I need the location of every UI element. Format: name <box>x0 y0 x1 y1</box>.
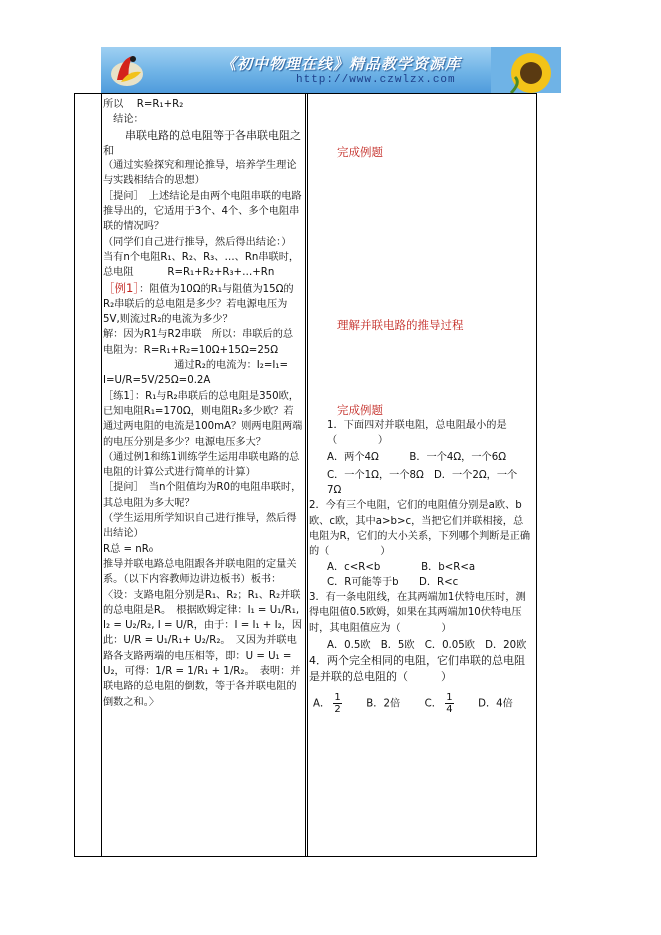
formula-line: R总 = nR₀ <box>103 543 153 555</box>
text-line: （通过实验探究和理论推导，培养学生理论与实践相结合的思想） <box>103 160 297 187</box>
question-1: 1．下面四对并联电阻，总电阻最小的是（ ） <box>327 419 507 447</box>
example-1-text: ：阻值为10Ω的R₁与阻值为15Ω的R₂串联后的总电阻是多少？若电源电压为5V,则流过R₂的电流为多少？ <box>103 283 294 326</box>
question-1-options: A．两个4Ω B．一个4Ω，一个6Ω <box>327 452 507 464</box>
question-4: 4．两个完全相同的电阻，它们串联的总电阻是并联的总电阻的（ ） <box>309 654 525 683</box>
question-2-options: A．c<R<b B．b<R<a <box>327 561 476 573</box>
example-1 <box>103 281 303 328</box>
option-d: D．4倍 <box>478 698 513 710</box>
question-1-options: C．一个1Ω，一个8Ω D．一个2Ω，一个7Ω <box>327 469 518 497</box>
heading-complete-example: 完成例题 <box>337 402 383 417</box>
banner-url[interactable]: http://www.czwlzx.com <box>296 74 456 86</box>
table-divider-3 <box>307 93 308 857</box>
table-left-border <box>74 93 75 857</box>
option-c-label: C． <box>424 698 442 710</box>
table-divider-2 <box>305 93 306 857</box>
fraction-denominator: 4 <box>446 703 453 715</box>
option-a-label: A． <box>313 698 331 710</box>
question-text: ［提问］ 当n个阻值均为R0的电阻串联时，其总电阻为多大呢？ <box>103 482 302 509</box>
question-text: ［提问］ 上述结论是由两个电阻串联的电路推导出的，它适用于3个、4个、多个电阻串联的情况吗？ <box>103 190 302 233</box>
derivation-text: 推导并联电路总电阻跟各并联电阻的定量关系。（以下内容教师边讲边板书）板书：〈设：支路电阻分别是R₁、R₂；R₁、R₂并联的总电阻是R。 根据欧姆定律：I₁ = U₁/R₁, I₂ = U₂/R₂, I = U/R，由于：I = I₁ + I₂，因此：U/R = U₁/R₁+ U₂/R₂。 又因为并联电路各支路两端的电压相等，即：U = U₁ = U₂，可得：1/R = 1/R₁ + 1/R₂。 表明：并联电路的总电阻的倒数，等于各并联电阻的倒数之和。〉 <box>103 558 303 708</box>
question-3-options: A．0.5欧 B．5欧 C．0.05欧 D．20欧 <box>327 640 527 652</box>
banner-title: 《初中物理在线》精品教学资源库 <box>221 55 462 73</box>
heading-complete-example: 完成例题 <box>337 145 383 159</box>
exercise-1: ［练1］：R₁与R₂串联后的总电阻是350欧，已知电阻R₁=170Ω，则电阻R₂多少欧？若通过两电阻的电流是100mA？则两电阻两端的电压分别是多少？电源电压多大？ <box>103 390 303 448</box>
table-bottom-border <box>74 856 537 857</box>
fraction-one-quarter <box>445 692 453 715</box>
text-line: （通过例1和练1训练学生运用串联电路的总电阻的计算公式进行简单的计算） <box>103 451 300 479</box>
heading-parallel-derivation: 理解并联电路的推导过程 <box>337 318 464 333</box>
table-top-border <box>74 93 537 94</box>
header-banner <box>101 47 561 93</box>
site-logo-icon <box>107 50 147 90</box>
fraction-numerator: 1 <box>334 691 341 703</box>
option-b: B．2倍 <box>366 698 401 710</box>
fraction-one-half <box>333 692 341 715</box>
table-right-border <box>536 93 537 857</box>
question-4-options <box>309 692 531 715</box>
text-line: 所以 R=R₁+R₂ <box>103 99 184 110</box>
question-2-options: C．R可能等于b D．R<c <box>327 576 459 588</box>
table-divider-1 <box>101 93 102 857</box>
lecture-content-column <box>103 97 303 710</box>
question-2: 2．今有三个电阻，它们的电阻值分别是a欧、b欧、c欧，其中a>b>c，当把它们并联相接，总电阻为R，它们的大小关系，下列哪个判断是正确的（ ） <box>309 500 531 558</box>
text-line: 当有n个电阻R₁、R₂、R₃、…、Rn串联时，总电阻 R=R₁+R₂+R₃+…+Rn <box>103 251 300 279</box>
fraction-denominator: 2 <box>334 703 341 715</box>
solution-line: 解：因为R1与R2串联 所以：串联后的总电阻为：R=R₁+R₂=10Ω+15Ω=25Ω <box>103 329 294 356</box>
text-line: （同学们自己进行推导，然后得出结论：） <box>103 236 292 248</box>
conclusion-text: 串联电路的总电阻等于各串联电阻之和 <box>103 128 301 157</box>
fraction-numerator: 1 <box>446 691 453 703</box>
activity-column <box>309 97 531 715</box>
sunflower-icon <box>491 47 561 93</box>
question-3: 3．有一条电阻线，在其两端加1伏特电压时，测得电阻值0.5欧姆，如果在其两端加10伏特电压时，其电阻值应为（ ） <box>309 592 526 634</box>
text-line: 结论： <box>103 114 144 126</box>
solution-line: 通过R₂的电流为：I₂=I₁= I=U/R=5V/25Ω=0.2A <box>103 360 289 387</box>
text-line: （学生运用所学知识自己进行推导，然后得出结论） <box>103 513 297 540</box>
example-1-tag: ［例1］ <box>103 280 140 295</box>
